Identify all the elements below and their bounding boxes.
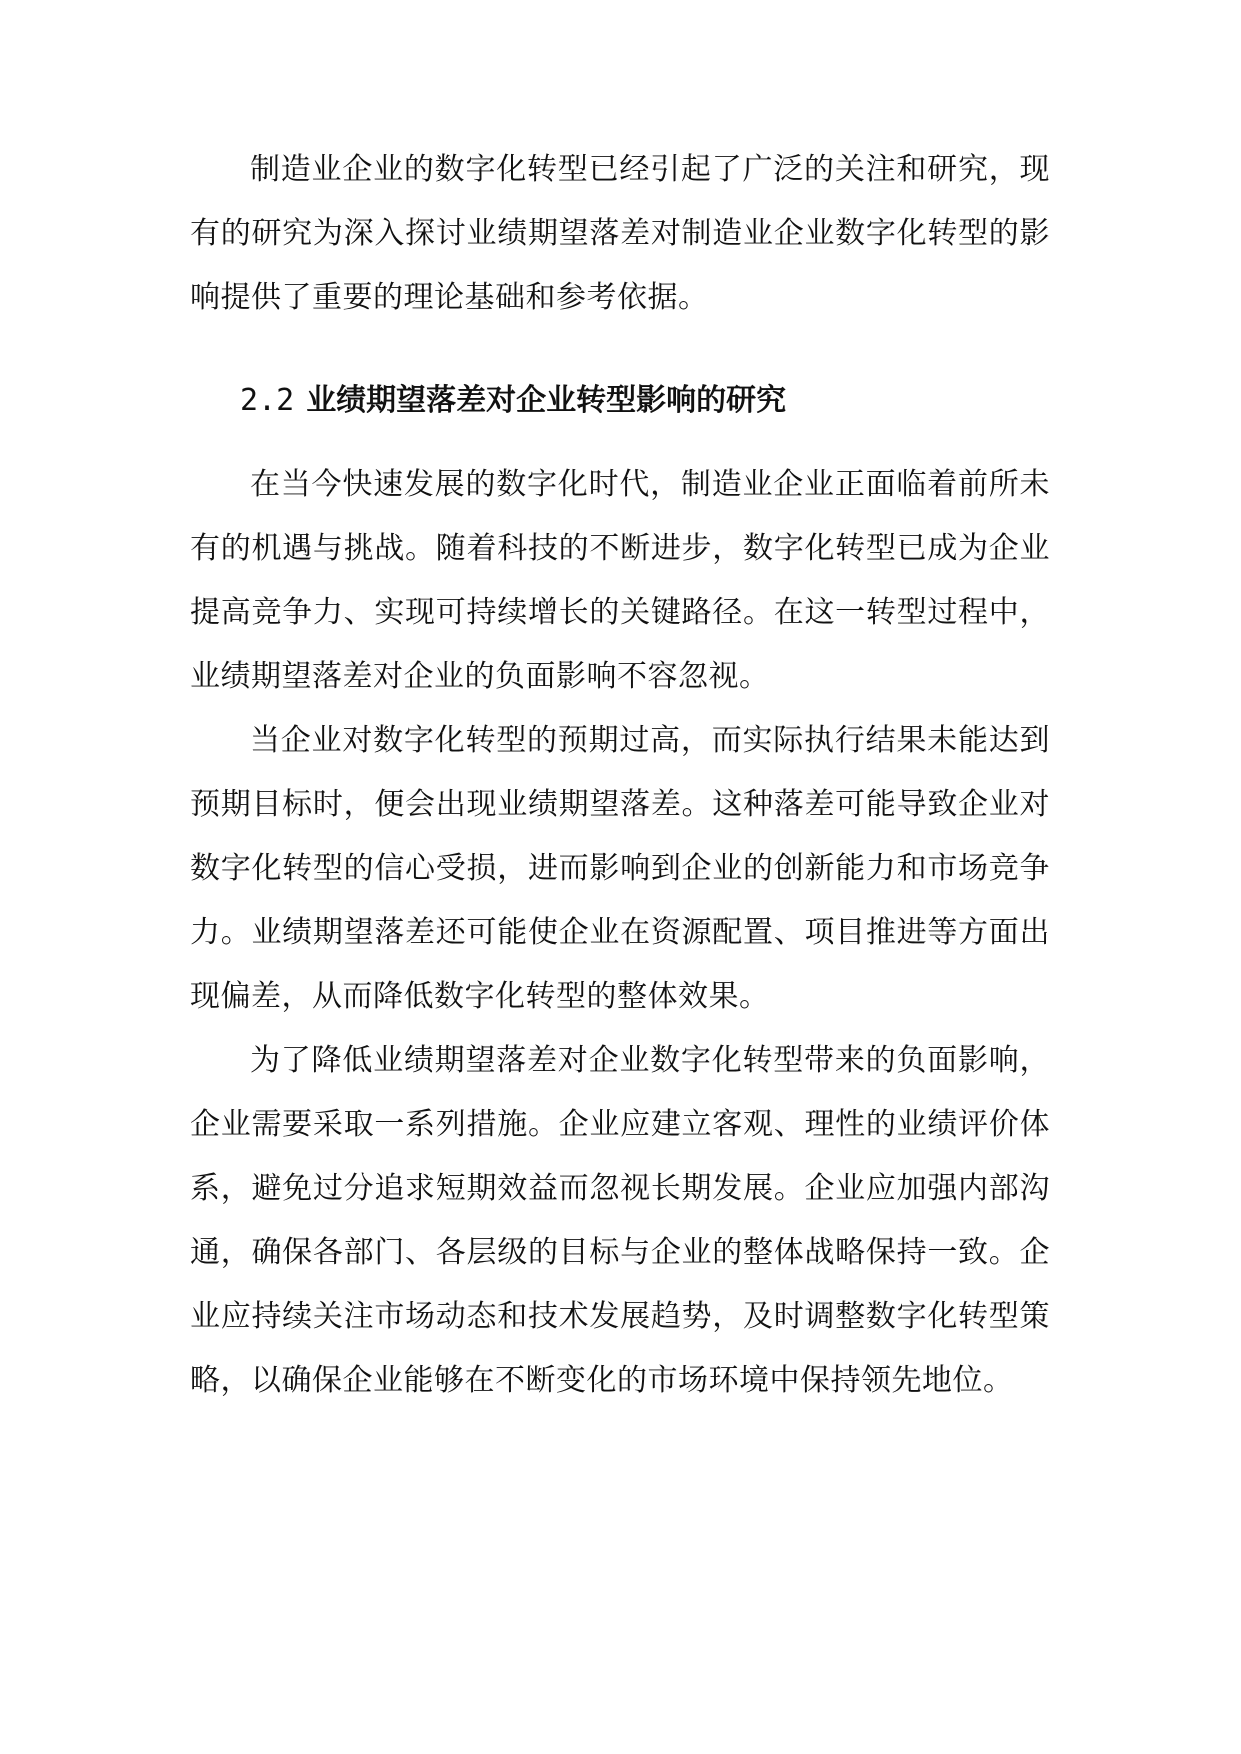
body-paragraph-3: 为了降低业绩期望落差对企业数字化转型带来的负面影响，企业需要采取一系列措施。企业应建立客观、理性的业绩评价体系，避免过分追求短期效益而忽视长期发展。企业应加强内部沟通，确保各部门、各层级的目标与企业的整体战略保持一致。企业应持续关注市场动态和技术发展趋势，及时调整数字化转型策略，以确保企业能够在不断变化的市场环境中保持领先地位。 [190, 1043, 1050, 1398]
intro-paragraph: 制造业企业的数字化转型已经引起了广泛的关注和研究，现有的研究为深入探讨业绩期望落差对制造业企业数字化转型的影响提供了重要的理论基础和参考依据。 [190, 152, 1050, 315]
document-page [190, 138, 1050, 1413]
body-paragraph-1: 在当今快速发展的数字化时代，制造业企业正面临着前所未有的机遇与挑战。随着科技的不断进步，数字化转型已成为企业提高竞争力、实现可持续增长的关键路径。在这一转型过程中，业绩期望落差对企业的负面影响不容忽视。 [190, 467, 1050, 694]
section-title: 业绩期望落差对企业转型影响的研究 [306, 383, 787, 418]
section-number: 2.2 [240, 383, 295, 418]
body-paragraph-2: 当企业对数字化转型的预期过高，而实际执行结果未能达到预期目标时，便会出现业绩期望落差。这种落差可能导致企业对数字化转型的信心受损，进而影响到企业的创新能力和市场竞争力。业绩期望落差还可能使企业在资源配置、项目推进等方面出现偏差，从而降低数字化转型的整体效果。 [190, 723, 1050, 1014]
section-heading [190, 369, 1050, 433]
